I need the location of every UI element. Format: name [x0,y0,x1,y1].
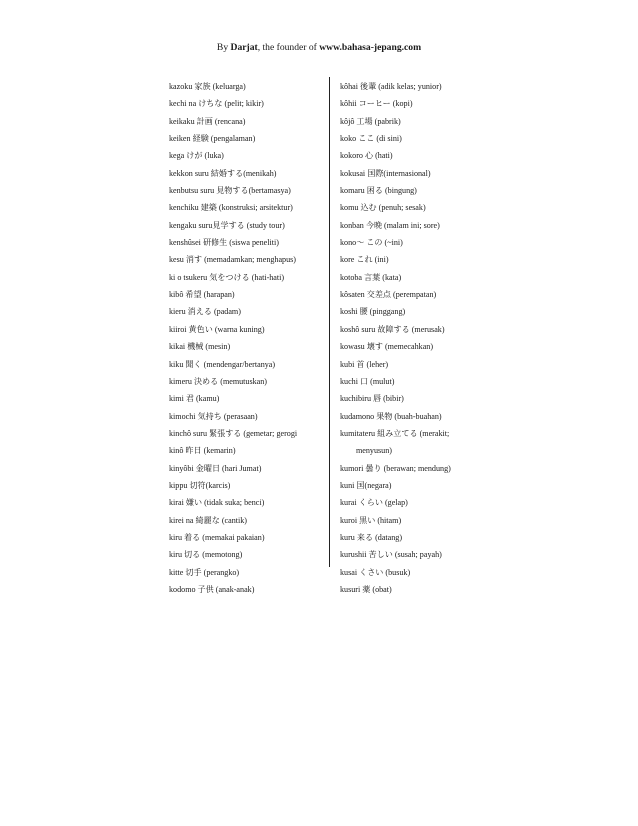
vocab-entry: kenchiku 建築 (konstruksi; arsitektur) [169,203,293,213]
vocab-entry: kokusai 国際(internasional) [340,168,431,178]
vocab-entry: kodomo 子供 (anak-anak) [169,584,255,594]
vocab-entry: kiru 切る (memotong) [169,550,243,560]
header-prefix: By [216,42,231,53]
vocab-entry: kirai 嫌い (tidak suka; benci) [169,498,265,508]
page-header [0,42,638,53]
vocab-entry: kirei na 綺麗な (cantik) [169,515,247,525]
vocab-entry: kumori 曇り (berawan; mendung) [340,463,451,473]
vocab-entry: kôhii コーヒー (kopi) [340,99,413,109]
vocab-entry: kieru 消える (padam) [169,307,241,317]
right-column [340,78,520,598]
vocab-entry: koko ここ (di sini) [340,134,402,144]
vocab-entry: komaru 困る (bingung) [340,186,417,196]
header-middle: , the founder of [257,42,320,53]
vocab-entry: konban 今晩 (malam ini; sore) [340,220,440,230]
vocab-entry: komu 込む (penuh; sesak) [340,203,426,213]
vocab-entry: kimochi 気持ち (perasaan) [169,411,258,421]
vocab-entry: kippu 切符(karcis) [169,480,231,490]
vocab-entry: kibô 希望 (harapan) [169,290,235,300]
vocab-entry: kore これ (ini) [340,255,389,265]
vocab-entry: kiru 着る (memakai pakaian) [169,532,265,542]
vocab-entry: kuroi 黒い (hitam) [340,515,402,525]
vocab-entry: keikaku 計画 (rencana) [169,116,246,126]
vocab-entry: kiiroi 黄色い (warna kuning) [169,324,265,334]
vocab-entry: ki o tsukeru 気をつける (hati-hati) [169,272,285,282]
vocab-entry: kurai くらい (gelap) [340,498,408,508]
vocab-entry: kurushii 苦しい (susah; payah) [340,550,442,560]
vocab-entry: kuchibiru 唇 (bibir) [340,394,404,404]
vocab-entry: kuru 来る (datang) [340,532,403,542]
continuation-text: menyusun) [356,446,392,456]
vocab-entry: kono～ この (~ini) [340,238,403,248]
vocab-entry: kudamono 果物 (buah-buahan) [340,411,442,421]
vocab-entry: kusuri 薬 (obat) [340,584,392,594]
vocab-entry: kengaku suru見学する (study tour) [169,220,285,230]
vocab-entry: kinô 昨日 (kemarin) [169,446,236,456]
vocab-entry: kubi 首 (leher) [340,359,389,369]
vocab-entry: kega けが (luka) [169,151,224,161]
vocab-entry: kuchi 口 (mulut) [340,376,395,386]
vocab-entry: kokoro 心 (hati) [340,151,393,161]
vocab-entry: kechi na けちな (pelit; kikir) [169,99,264,109]
vocab-entry: kotoba 言葉 (kata) [340,272,402,282]
vocab-entry: kimeru 決める (memutuskan) [169,376,268,386]
header-author: Darjat [230,42,258,53]
vocab-entry: kôhai 後輩 (adik kelas; yunior) [340,82,442,91]
vocab-entry: kesu 消す (memadamkan; menghapus) [169,255,296,265]
vocab-entry: koshô suru 故障する (merusak) [340,324,445,334]
vocab-entry: koshi 腰 (pinggang) [340,307,406,317]
vocab-entry: kitte 切手 (perangko) [169,567,240,577]
vocab-entry: kinyôbi 金曜日 (hari Jumat) [169,463,262,473]
vocab-entry: kôsaten 交差点 (perempatan) [340,290,437,300]
vocab-entry: kumitateru 組み立てる (merakit; [340,428,450,438]
left-column [169,78,329,598]
vocab-entry: kusai くさい (busuk) [340,567,411,577]
vocab-entry: kiku 聞く (mendengar/bertanya) [169,359,276,369]
vocab-entry: kuni 国(negara) [340,480,392,490]
vocab-entry: kikai 機械 (mesin) [169,342,231,352]
vocab-entry: keiken 経験 (pengalaman) [169,134,256,144]
vocab-entry: kenbutsu suru 見物する(bertamasya) [169,186,291,196]
vocab-entry: kowasu 壊す (memecahkan) [340,342,434,352]
vocab-entry: kenshûsei 研修生 (siswa peneliti) [169,238,279,248]
vocab-entry: kinchô suru 緊張する (gemetar; gerogi [169,428,298,438]
column-divider [329,77,330,567]
header-site: www.bahasa-jepang.com [319,42,422,53]
vocab-entry: kazoku 家族 (keluarga) [169,82,246,91]
vocab-entry: kekkon suru 結婚する(menikah) [169,168,277,178]
vocab-entry-continuation [340,442,520,459]
vocab-entry: kimi 君 (kamu) [169,394,220,404]
vocab-entry: kôjô 工場 (pabrik) [340,116,401,126]
